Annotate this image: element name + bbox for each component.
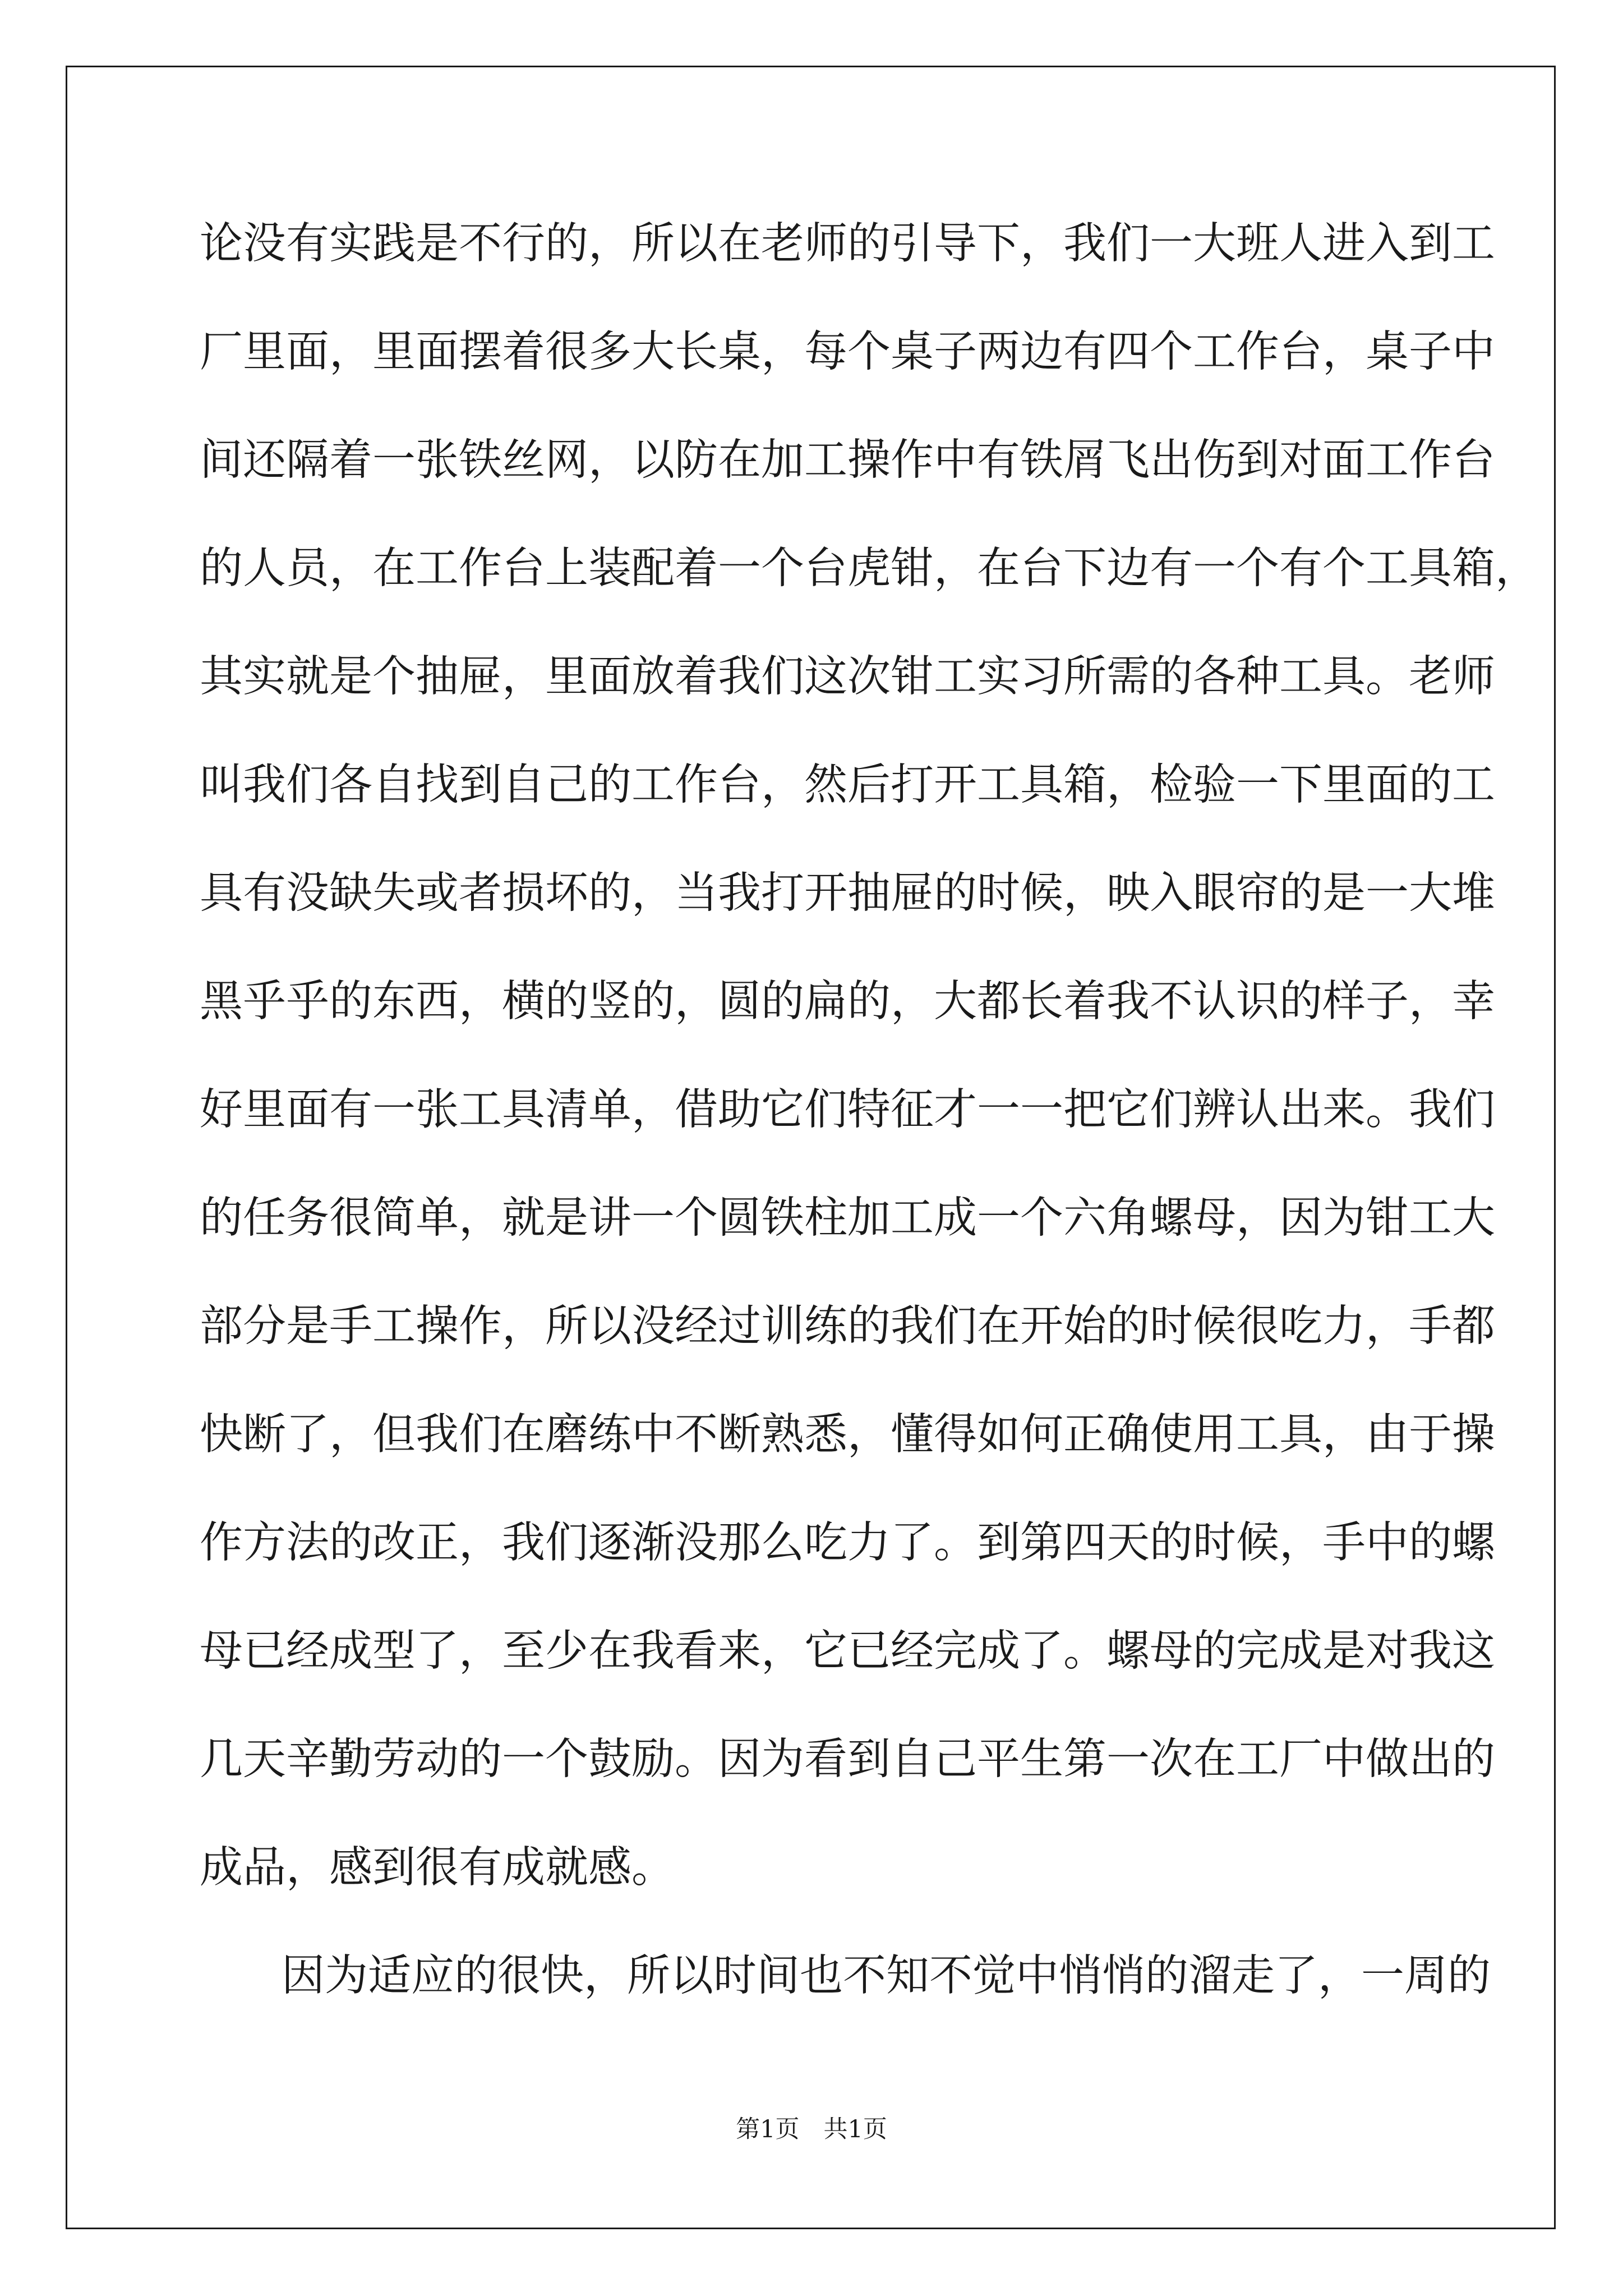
text-line: 论没有实践是不行的，所以在老师的引导下，我们一大班人进入到工: [200, 219, 1495, 269]
text-line: 成品，感到很有成就感。: [200, 1843, 675, 1893]
text-line: 快断了，但我们在磨练中不断熟悉，懂得如何正确使用工具，由于操: [200, 1410, 1495, 1460]
text-line: 厂里面，里面摆着很多大长桌，每个桌子两边有四个工作台，桌子中: [200, 327, 1495, 377]
text-line: 其实就是个抽屉，里面放着我们这次钳工实习所需的各种工具。老师: [200, 652, 1495, 702]
paragraph-start-line: 因为适应的很快，所以时间也不知不觉中悄悄的溜走了，一周的: [282, 1951, 1491, 2001]
text-line: 部分是手工操作，所以没经过训练的我们在开始的时候很吃力，手都: [200, 1301, 1495, 1351]
text-line: 间还隔着一张铁丝网，以防在加工操作中有铁屑飞出伤到对面工作台: [200, 435, 1495, 485]
text-line: 几天辛勤劳动的一个鼓励。因为看到自己平生第一次在工厂中做出的: [200, 1734, 1495, 1784]
text-line: 的人员，在工作台上装配着一个台虎钳，在台下边有一个有个工具箱，: [200, 544, 1538, 593]
document-body: [200, 190, 1538, 2030]
page-number-footer: 第1页 共1页: [736, 2115, 887, 2143]
text-line: 的任务很简单，就是讲一个圆铁柱加工成一个六角螺母，因为钳工大: [200, 1193, 1495, 1243]
text-line: 叫我们各自找到自己的工作台，然后打开工具箱，检验一下里面的工: [200, 760, 1495, 810]
text-line: 作方法的改正，我们逐渐没那么吃力了。到第四天的时候，手中的螺: [200, 1518, 1495, 1568]
text-line: 母已经成型了，至少在我看来，它已经完成了。螺母的完成是对我这: [200, 1626, 1495, 1676]
text-line: 黑乎乎的东西，横的竖的，圆的扁的，大都长着我不认识的样子，幸: [200, 977, 1495, 1027]
text-line: 具有没缺失或者损坏的，当我打开抽屉的时候，映入眼帘的是一大堆: [200, 868, 1495, 918]
text-line: 好里面有一张工具清单，借助它们特征才一一把它们辨认出来。我们: [200, 1085, 1495, 1135]
